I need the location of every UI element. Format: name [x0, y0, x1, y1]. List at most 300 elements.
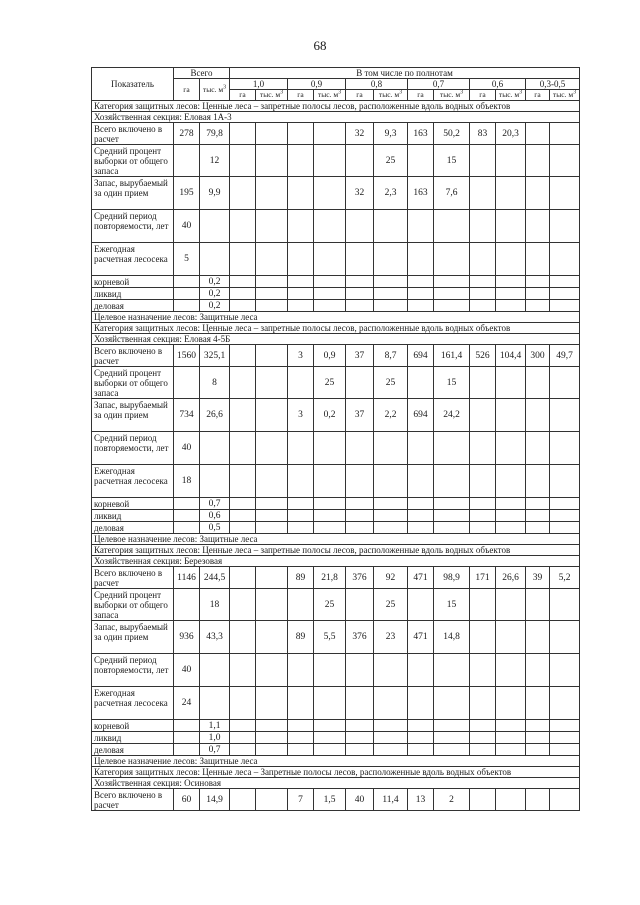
header-unit-m3	[550, 90, 580, 101]
table-row	[92, 756, 580, 767]
value-cell	[230, 210, 256, 243]
header-fullness-group: 0,3-0,5	[526, 79, 580, 90]
value-cell	[230, 145, 256, 177]
row-label: деловая	[92, 300, 174, 312]
table-row	[92, 276, 580, 288]
value-cell	[256, 789, 288, 811]
value-cell: 20,3	[496, 123, 526, 145]
value-cell	[288, 744, 314, 756]
table-row	[92, 789, 580, 811]
value-cell	[256, 654, 288, 687]
value-cell	[496, 498, 526, 510]
value-cell	[288, 300, 314, 312]
value-cell	[408, 367, 434, 399]
value-cell: 37	[346, 399, 374, 432]
row-label: деловая	[92, 522, 174, 534]
value-cell	[288, 276, 314, 288]
value-cell: 5,2	[550, 567, 580, 589]
value-cell: 8,7	[374, 345, 408, 367]
value-cell: 0,7	[200, 498, 230, 510]
table-row	[92, 720, 580, 732]
row-label: Средний процент выборки от общего запаса	[92, 589, 174, 621]
value-cell	[374, 210, 408, 243]
header-unit-ha: га	[346, 90, 374, 101]
value-cell: 5	[174, 243, 200, 276]
value-cell: 15	[434, 145, 470, 177]
unit-text: тыс. м	[317, 90, 339, 99]
value-cell	[346, 687, 374, 720]
value-cell	[408, 300, 434, 312]
value-cell	[550, 123, 580, 145]
row-label: Запас, вырубаемый за один прием	[92, 399, 174, 432]
table-row	[92, 367, 580, 399]
value-cell	[374, 654, 408, 687]
value-cell	[526, 210, 550, 243]
value-cell	[470, 465, 496, 498]
value-cell: 23	[374, 621, 408, 654]
value-cell: 32	[346, 177, 374, 210]
value-cell	[374, 498, 408, 510]
value-cell	[314, 276, 346, 288]
value-cell	[346, 210, 374, 243]
table-row	[92, 112, 580, 123]
value-cell	[526, 687, 550, 720]
value-cell	[346, 744, 374, 756]
value-cell: 471	[408, 567, 434, 589]
header-fullness-group: 0,7	[408, 79, 470, 90]
value-cell: 18	[174, 465, 200, 498]
value-cell	[408, 510, 434, 522]
header-unit-ha: га	[470, 90, 496, 101]
row-label: Всего включено в расчет	[92, 345, 174, 367]
value-cell	[374, 288, 408, 300]
allowable-cut-table	[91, 67, 580, 811]
value-cell	[526, 399, 550, 432]
value-cell: 89	[288, 621, 314, 654]
value-cell: 11,4	[374, 789, 408, 811]
value-cell	[346, 367, 374, 399]
value-cell	[256, 210, 288, 243]
value-cell	[346, 432, 374, 465]
value-cell	[256, 399, 288, 432]
value-cell	[496, 399, 526, 432]
value-cell	[496, 243, 526, 276]
value-cell: 1,0	[200, 732, 230, 744]
row-label: ликвид	[92, 510, 174, 522]
value-cell	[200, 654, 230, 687]
value-cell	[550, 288, 580, 300]
value-cell: 278	[174, 123, 200, 145]
value-cell: 300	[526, 345, 550, 367]
value-cell	[346, 465, 374, 498]
value-cell	[470, 654, 496, 687]
value-cell	[408, 243, 434, 276]
value-cell	[230, 300, 256, 312]
value-cell	[346, 276, 374, 288]
value-cell	[314, 654, 346, 687]
row-label: Ежегодная расчетная лесосека	[92, 465, 174, 498]
value-cell	[314, 732, 346, 744]
value-cell: 14,8	[434, 621, 470, 654]
value-cell	[374, 510, 408, 522]
value-cell	[550, 432, 580, 465]
value-cell: 32	[346, 123, 374, 145]
value-cell	[256, 567, 288, 589]
value-cell: 104,4	[496, 345, 526, 367]
value-cell	[550, 399, 580, 432]
row-label: ликвид	[92, 732, 174, 744]
unit-superscript: 3	[338, 89, 342, 96]
value-cell: 21,8	[314, 567, 346, 589]
value-cell	[496, 465, 526, 498]
value-cell	[526, 177, 550, 210]
value-cell	[526, 589, 550, 621]
row-label: Ежегодная расчетная лесосека	[92, 687, 174, 720]
value-cell	[230, 789, 256, 811]
table-row	[92, 288, 580, 300]
value-cell: 98,9	[434, 567, 470, 589]
value-cell	[408, 720, 434, 732]
value-cell	[526, 288, 550, 300]
table-row	[92, 621, 580, 654]
value-cell: 163	[408, 123, 434, 145]
value-cell	[526, 720, 550, 732]
value-cell: 40	[346, 789, 374, 811]
value-cell	[470, 210, 496, 243]
value-cell	[526, 432, 550, 465]
value-cell: 25	[374, 589, 408, 621]
value-cell	[288, 687, 314, 720]
value-cell	[496, 589, 526, 621]
value-cell	[408, 288, 434, 300]
value-cell	[314, 498, 346, 510]
value-cell	[550, 498, 580, 510]
row-label: корневой	[92, 276, 174, 288]
value-cell	[496, 621, 526, 654]
value-cell	[230, 654, 256, 687]
value-cell	[374, 243, 408, 276]
value-cell: 0,7	[200, 744, 230, 756]
value-cell	[256, 432, 288, 465]
value-cell: 25	[314, 589, 346, 621]
value-cell	[256, 720, 288, 732]
header-total-m3	[200, 79, 230, 101]
value-cell	[434, 687, 470, 720]
value-cell	[230, 589, 256, 621]
value-cell	[408, 522, 434, 534]
value-cell	[174, 744, 200, 756]
value-cell: 37	[346, 345, 374, 367]
value-cell	[174, 522, 200, 534]
value-cell	[346, 510, 374, 522]
row-label: Всего включено в расчет	[92, 789, 174, 811]
category-row: Категория защитных лесов: Ценные леса – запретные полосы лесов, расположенные вдоль водных объектов	[92, 101, 580, 112]
value-cell: 325,1	[200, 345, 230, 367]
value-cell	[496, 300, 526, 312]
table-row	[92, 210, 580, 243]
header-fullness-group: 0,6	[470, 79, 526, 90]
value-cell	[288, 145, 314, 177]
value-cell	[408, 498, 434, 510]
value-cell	[496, 744, 526, 756]
value-cell	[408, 654, 434, 687]
value-cell: 24,2	[434, 399, 470, 432]
table-row	[92, 687, 580, 720]
value-cell	[374, 276, 408, 288]
value-cell	[496, 732, 526, 744]
value-cell	[346, 732, 374, 744]
value-cell	[434, 654, 470, 687]
table-row	[92, 101, 580, 112]
header-unit-ha: га	[408, 90, 434, 101]
row-label: корневой	[92, 720, 174, 732]
value-cell	[408, 145, 434, 177]
value-cell: 26,6	[496, 567, 526, 589]
value-cell	[256, 589, 288, 621]
table-row	[92, 334, 580, 345]
value-cell	[470, 399, 496, 432]
value-cell	[256, 465, 288, 498]
value-cell	[256, 276, 288, 288]
value-cell	[230, 276, 256, 288]
value-cell	[230, 123, 256, 145]
table-row	[92, 145, 580, 177]
value-cell	[470, 432, 496, 465]
value-cell	[256, 367, 288, 399]
value-cell	[288, 589, 314, 621]
value-cell	[550, 732, 580, 744]
value-cell	[230, 399, 256, 432]
value-cell: 3	[288, 399, 314, 432]
value-cell	[470, 276, 496, 288]
header-unit-ha: га	[526, 90, 550, 101]
value-cell	[288, 522, 314, 534]
value-cell	[288, 732, 314, 744]
unit-superscript: 3	[223, 84, 227, 90]
value-cell	[314, 432, 346, 465]
table-row	[92, 345, 580, 367]
value-cell	[550, 522, 580, 534]
value-cell	[526, 510, 550, 522]
value-cell	[434, 522, 470, 534]
value-cell	[470, 720, 496, 732]
value-cell	[256, 510, 288, 522]
unit-text: тыс. м	[552, 90, 574, 99]
section-row: Хозяйственная секция: Еловая 4-5Б	[92, 334, 580, 345]
unit-superscript: 3	[280, 89, 284, 96]
value-cell	[200, 243, 230, 276]
value-cell	[470, 300, 496, 312]
value-cell	[288, 465, 314, 498]
value-cell	[288, 510, 314, 522]
value-cell	[434, 288, 470, 300]
table-row	[92, 323, 580, 334]
table-row	[92, 545, 580, 556]
value-cell	[174, 145, 200, 177]
value-cell: 1560	[174, 345, 200, 367]
value-cell	[200, 210, 230, 243]
value-cell	[496, 276, 526, 288]
row-label: ликвид	[92, 288, 174, 300]
table-row	[92, 123, 580, 145]
section-row: Хозяйственная секция: Осиновая	[92, 778, 580, 789]
table-row	[92, 556, 580, 567]
value-cell: 25	[374, 145, 408, 177]
value-cell	[174, 720, 200, 732]
value-cell	[408, 687, 434, 720]
value-cell	[314, 177, 346, 210]
value-cell: 694	[408, 345, 434, 367]
value-cell	[230, 432, 256, 465]
value-cell	[174, 367, 200, 399]
purpose-row: Целевое назначение лесов: Защитные леса	[92, 756, 580, 767]
unit-text: тыс. м	[498, 90, 520, 99]
value-cell: 89	[288, 567, 314, 589]
table-row	[92, 654, 580, 687]
value-cell: 161,4	[434, 345, 470, 367]
value-cell	[346, 589, 374, 621]
row-label: корневой	[92, 498, 174, 510]
value-cell	[496, 789, 526, 811]
value-cell: 1146	[174, 567, 200, 589]
header-indicator: Показатель	[92, 68, 174, 101]
value-cell	[288, 720, 314, 732]
value-cell: 734	[174, 399, 200, 432]
table-row	[92, 300, 580, 312]
value-cell	[346, 300, 374, 312]
value-cell	[434, 498, 470, 510]
value-cell	[230, 687, 256, 720]
value-cell: 5,5	[314, 621, 346, 654]
value-cell	[408, 744, 434, 756]
value-cell	[230, 510, 256, 522]
value-cell	[314, 210, 346, 243]
value-cell	[346, 522, 374, 534]
value-cell	[174, 589, 200, 621]
value-cell	[200, 687, 230, 720]
value-cell	[550, 621, 580, 654]
value-cell	[256, 300, 288, 312]
value-cell	[256, 744, 288, 756]
unit-superscript: 3	[573, 89, 577, 96]
value-cell	[314, 145, 346, 177]
value-cell	[496, 720, 526, 732]
value-cell	[550, 145, 580, 177]
page-number: 68	[313, 38, 327, 53]
value-cell: 0,2	[200, 276, 230, 288]
value-cell: 25	[314, 367, 346, 399]
header-unit-m3	[496, 90, 526, 101]
header-unit-ha: га	[230, 90, 256, 101]
section-row: Хозяйственная секция: Березовая	[92, 556, 580, 567]
value-cell	[174, 300, 200, 312]
value-cell	[230, 465, 256, 498]
value-cell	[496, 367, 526, 399]
value-cell	[470, 522, 496, 534]
row-label: Ежегодная расчетная лесосека	[92, 243, 174, 276]
value-cell	[496, 145, 526, 177]
table-row	[92, 432, 580, 465]
value-cell	[550, 589, 580, 621]
value-cell	[230, 177, 256, 210]
value-cell	[434, 300, 470, 312]
value-cell	[526, 243, 550, 276]
value-cell: 1,1	[200, 720, 230, 732]
header-unit-m3	[314, 90, 346, 101]
value-cell	[550, 510, 580, 522]
value-cell	[346, 243, 374, 276]
value-cell: 0,2	[200, 300, 230, 312]
value-cell	[174, 276, 200, 288]
value-cell	[408, 732, 434, 744]
value-cell	[374, 687, 408, 720]
value-cell	[256, 498, 288, 510]
value-cell	[526, 621, 550, 654]
value-cell: 0,2	[314, 399, 346, 432]
header-by-fullness: В том числе по полнотам	[230, 68, 580, 79]
header-unit-m3	[434, 90, 470, 101]
table-row	[92, 744, 580, 756]
value-cell	[374, 432, 408, 465]
value-cell: 15	[434, 589, 470, 621]
value-cell	[550, 177, 580, 210]
value-cell	[230, 621, 256, 654]
value-cell: 14,9	[200, 789, 230, 811]
value-cell: 24	[174, 687, 200, 720]
value-cell: 12	[200, 145, 230, 177]
table-row	[92, 510, 580, 522]
value-cell: 2	[434, 789, 470, 811]
value-cell: 39	[526, 567, 550, 589]
value-cell	[496, 654, 526, 687]
value-cell	[434, 210, 470, 243]
header-fullness-group: 0,9	[288, 79, 346, 90]
row-label: Средний период повторяемости, лет	[92, 210, 174, 243]
value-cell	[200, 432, 230, 465]
table-row	[92, 243, 580, 276]
table-row	[92, 399, 580, 432]
value-cell	[288, 432, 314, 465]
category-row: Категория защитных лесов: Ценные леса – Запретные полосы лесов, расположенные вдоль водных объектов	[92, 767, 580, 778]
value-cell	[314, 510, 346, 522]
value-cell	[526, 465, 550, 498]
value-cell	[550, 210, 580, 243]
value-cell	[550, 687, 580, 720]
value-cell	[470, 621, 496, 654]
value-cell	[256, 243, 288, 276]
value-cell	[550, 243, 580, 276]
table-row	[92, 465, 580, 498]
section-row: Хозяйственная секция: Еловая 1А-3	[92, 112, 580, 123]
value-cell	[434, 276, 470, 288]
value-cell	[314, 720, 346, 732]
value-cell: 376	[346, 621, 374, 654]
unit-text: тыс. м	[439, 90, 461, 99]
table-row	[92, 68, 580, 79]
table-row	[92, 522, 580, 534]
value-cell	[408, 465, 434, 498]
value-cell	[288, 654, 314, 687]
value-cell	[346, 498, 374, 510]
value-cell: 376	[346, 567, 374, 589]
value-cell	[470, 510, 496, 522]
header-total: Всего	[174, 68, 230, 79]
value-cell	[470, 732, 496, 744]
value-cell	[346, 654, 374, 687]
value-cell: 171	[470, 567, 496, 589]
header-unit-m3	[374, 90, 408, 101]
value-cell	[496, 210, 526, 243]
